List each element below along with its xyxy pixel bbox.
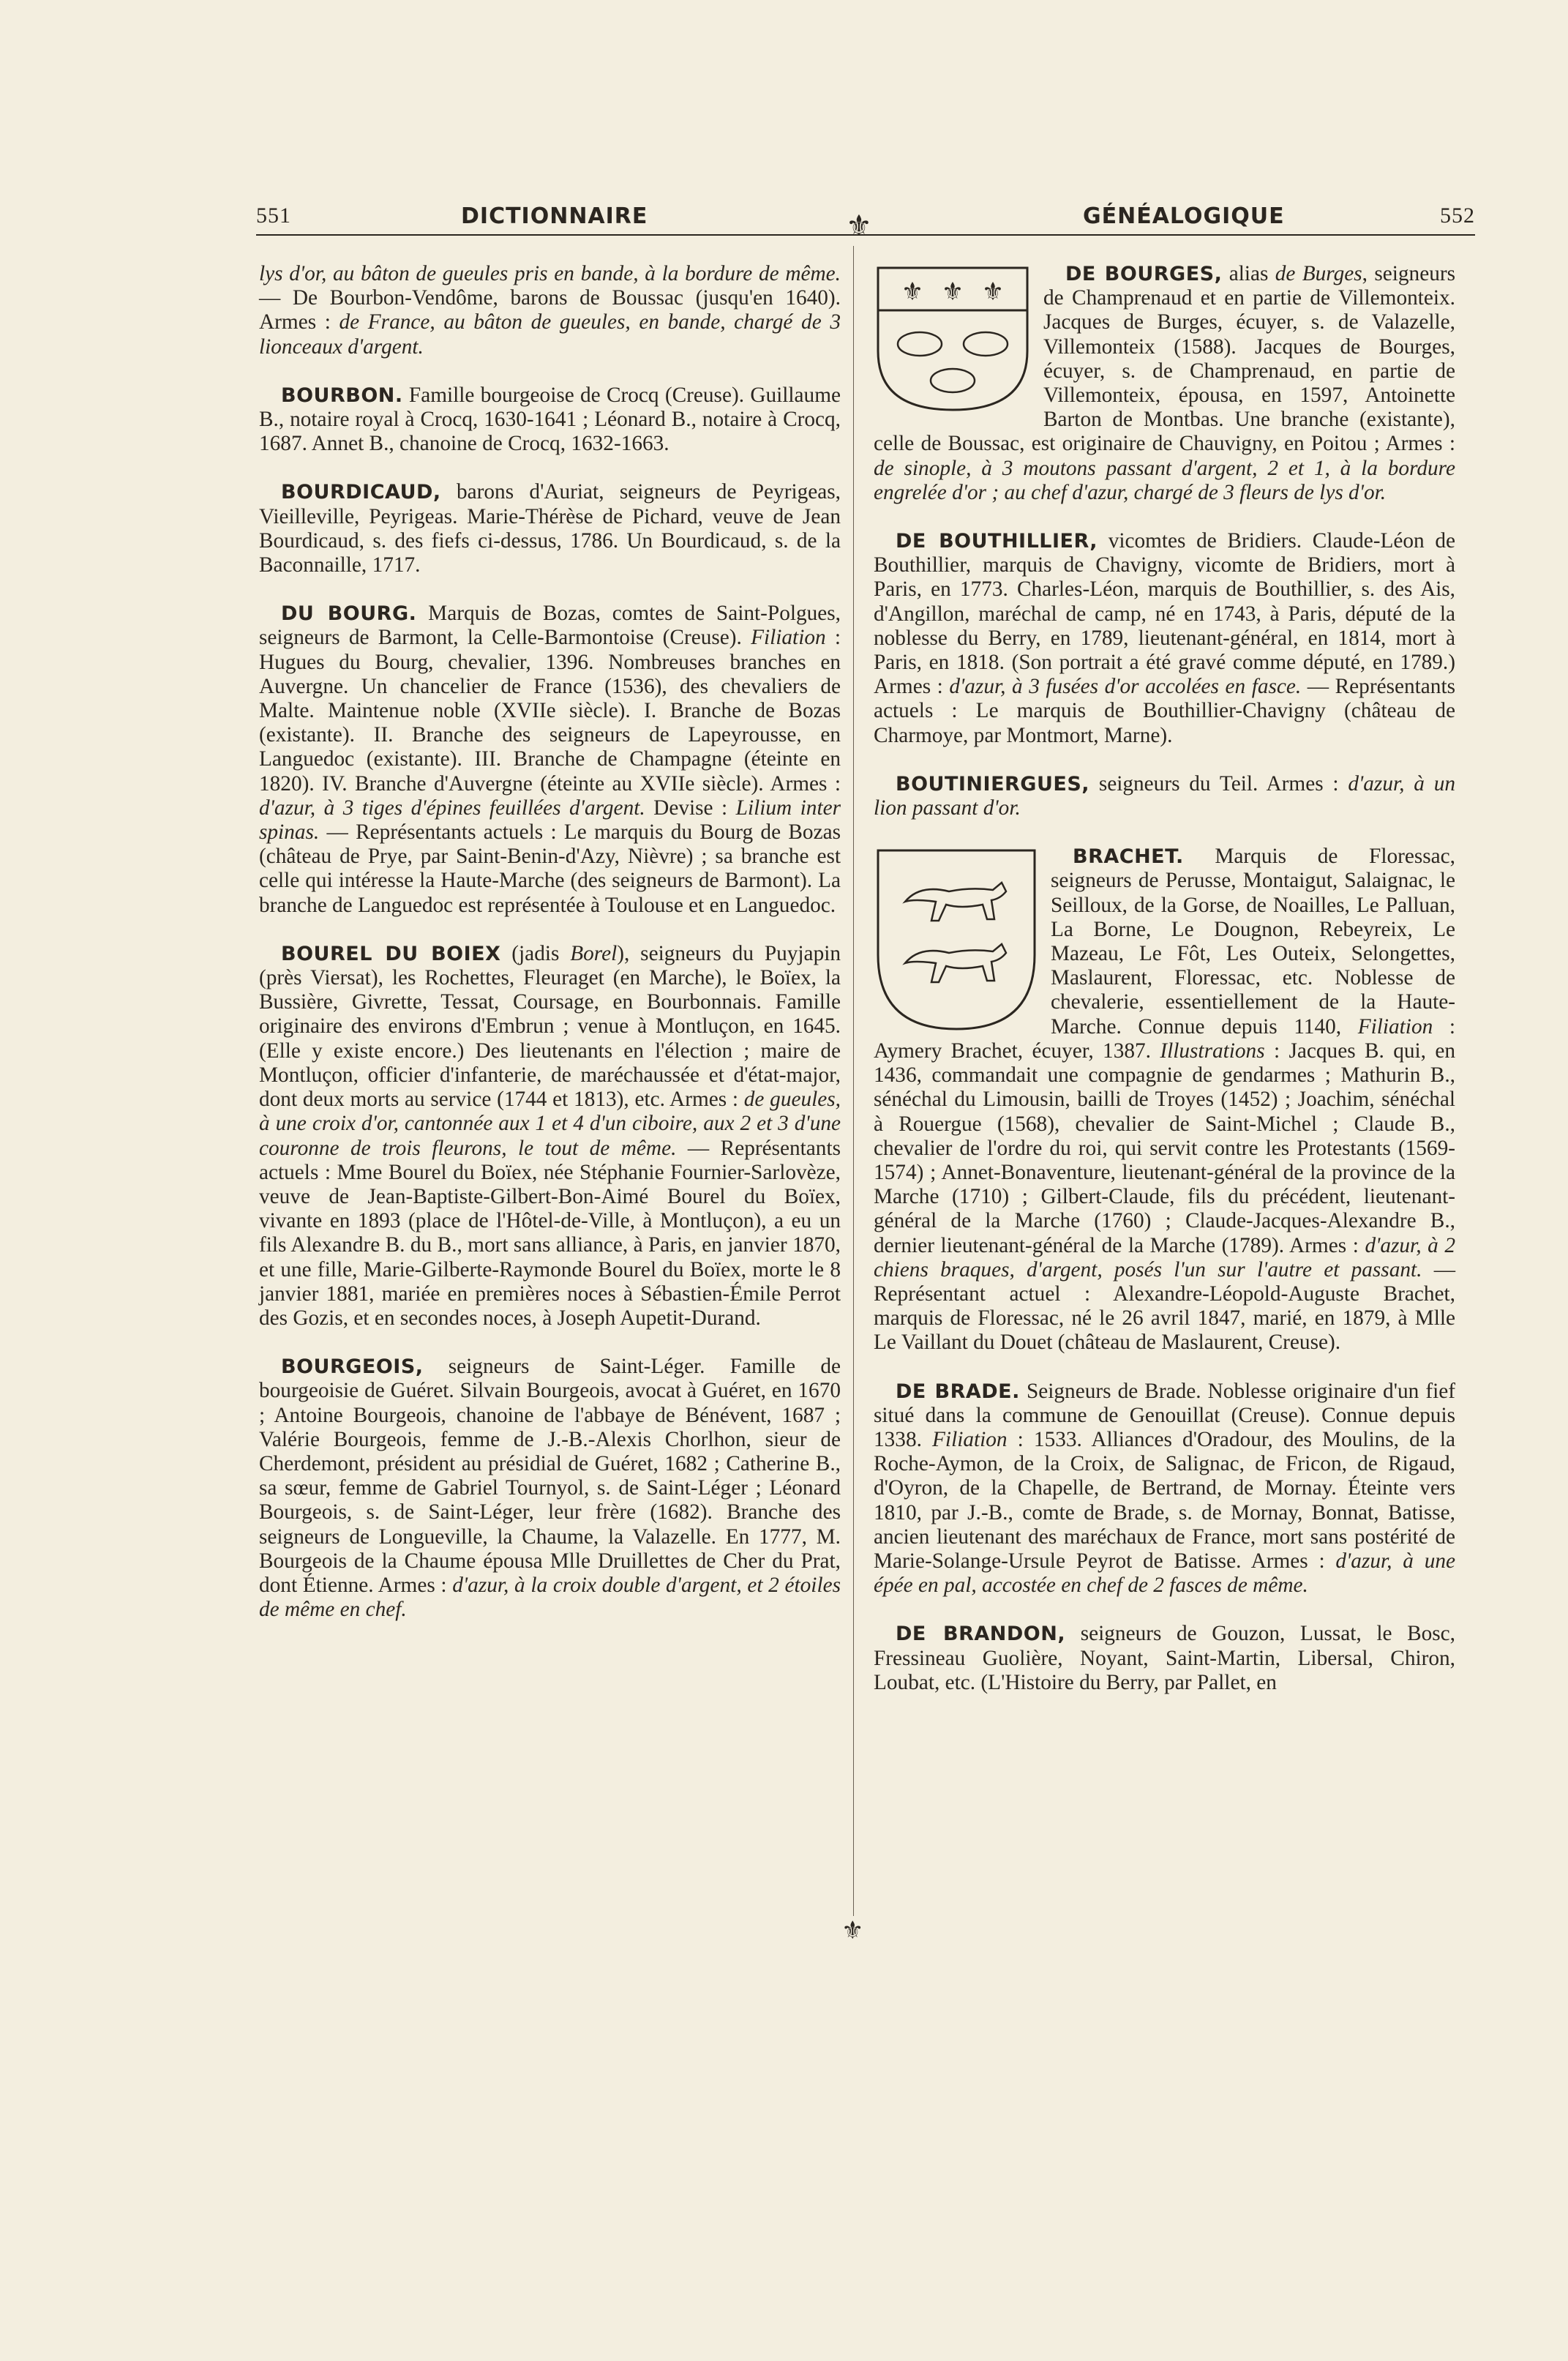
entry-text: ), seigneurs du Puyjapin (près Viersat), les Rochettes, Fleuraget (en Marche), le Boïex, la Bussière, Givrette, Tessat, Coursage, en Bourbonnais. Famille originaire des environs d'Embrun ; venue à Montluçon, en 1645. (Elle y existe encore.) Des lieutenants en l'élection ; maire de Montluçon, officier d'infanterie, de maréchaussée et d'état-major, dont deux morts au service (1744 et 1813), etc. Armes : [259, 941, 841, 1112]
entry-italic-text: Filiation [932, 1427, 1008, 1451]
coat-of-arms-brachet-icon [872, 845, 1040, 1035]
fleur-de-lis-icon: ⚜ [841, 1917, 864, 1945]
entry-text: : Jacques B. qui, en 1436, commandait une compagnie de gendarmes ; Mathurin B., sénéchal du Limousin, bailli de Troyes (1452) ; Joachim, sénéchal à Rouergue (1568), chevalier de Saint-Michel ; Claude B., chevalier de l'ordre du roi, qui servit contre les Protestants (1569-1574) ; Annet-Bonaventure, lieutenant-général de la province de la Marche (1710) ; Gilbert-Claude, fils du précédent, lieutenant-général de la Marche (1760) ; Claude-Jacques-Alexandre B., dernier lieutenant-général de la Marche (1789). Armes : [874, 1039, 1455, 1257]
entry-italic-text: d'azur, à 3 fusées d'or accolées en fasce. [949, 675, 1302, 699]
entry-text: Marquis de Bozas, comtes de Saint-Polgues, seigneurs de Barmont, la Celle-Barmontoise (Creuse). [259, 602, 841, 650]
dictionary-entry [874, 845, 1455, 1355]
dictionary-entry [259, 383, 841, 457]
entry-text: (jadis [500, 941, 571, 965]
entry-text: — Représentants actuels : Mme Bourel du Boïex, née Stéphanie Fournier-Sarlovèze, veuve de Jean-Baptiste-Gilbert-Bon-Aimé Bourel du Boïex, vivante en 1893 (place de l'Hôtel-de-Ville, à Montluçon), a eu un fils Alexandre B. du B., mort sans alliance, à Paris, en janvier 1870, et une fille, Marie-Gilberte-Raymonde Bourel du Boïex, morte le 8 janvier 1881, mariée en premières noces à Sébastien-Émile Perrot des Gozis, et en secondes noces, à Joseph Aupetit-Durand. [259, 1136, 841, 1330]
entry-text: seigneurs de Saint-Léger. Famille de bourgeoisie de Guéret. Silvain Bourgeois, avocat à Guéret, en 1670 ; Antoine Bourgeois, chanoine de l'abbaye de Bénévent, 1687 ; Valérie Bourgeois, femme de J.-B.-Alexis Chorlhon, sieur de Cherdemont, président au présidial de Guéret, 1682 ; Catherine B., sa sœur, femme de Gabriel Tournyol, s. de Saint-Léger ; Léonard Bourgeois, s. de Saint-Léger, leur frère (1682). Branche des seigneurs de Longueville, la Chaume, la Valazelle. En 1777, M. Bourgeois de la Chaume épousa Mlle Druillettes de Cher du Prat, dont Étienne. Armes : [259, 1355, 841, 1597]
entry-headword: DE BRADE. [896, 1380, 1020, 1403]
page-number-right: 552 [1440, 203, 1475, 228]
entry-italic-text: d'azur, à la croix double d'argent, et 2 étoiles de même en chef. [259, 1573, 841, 1622]
entry-headword: BOURGEOIS, [281, 1355, 424, 1379]
entry-text: seigneurs du Teil. Armes : [1089, 771, 1348, 796]
entry-headword: DU BOURG. [281, 602, 417, 626]
entry-text: — De Bourbon-Vendôme, barons de Boussac (jusqu'en 1640). Armes : [259, 286, 841, 334]
entry-italic-text: d'azur, à un lion passant d'or. [874, 771, 1456, 820]
entry-italic-text: Illustrations [1160, 1039, 1265, 1063]
entry-text: barons d'Auriat, seigneurs de Peyrigeas, Vieilleville, Peyrigeas. Marie-Thérèse de Pichard, veuve de Jean Bourdicaud, s. des fiefs ci-dessus, 1786. Un Bourdicaud, s. de la Baconnaille, 1717. [259, 480, 841, 577]
entry-italic-text: de sinople, à 3 moutons passant d'argent, 2 et 1, à la bordure engrelée d'or ; au chef d'azur, chargé de 3 fleurs de lys d'or. [874, 456, 1455, 504]
dictionary-entry [259, 942, 841, 1331]
left-column [259, 262, 841, 1646]
svg-text:⚜: ⚜ [981, 277, 1005, 307]
entry-text: seigneurs de Gouzon, Lussat, le Bosc, Fressineau Guolière, Noyant, Saint-Martin, Libersal, Chiron, Loubat, etc. (L'Histoire du Berry, par Pallet, en [874, 1622, 1455, 1694]
dictionary-entry [874, 1622, 1455, 1695]
entry-italic-text: Filiation [751, 626, 826, 650]
running-title-left: DICTIONNAIRE [461, 203, 648, 229]
fleur-de-lis-icon: ⚜ [846, 209, 872, 242]
entry-italic-text: Filiation [1357, 1014, 1433, 1039]
entry-italic-text: Lilium inter spinas. [259, 796, 841, 845]
dictionary-entry [874, 772, 1455, 820]
entry-headword: BOUTINIERGUES, [896, 772, 1090, 796]
dictionary-entry [874, 529, 1455, 748]
entry-text: alias [1222, 262, 1275, 285]
entry-headword: DE BOUTHILLIER, [896, 530, 1098, 553]
dictionary-entry [874, 262, 1455, 505]
dictionary-entry [259, 1355, 841, 1622]
entry-headword: BOURBON. [281, 383, 403, 407]
entry-headword: DE BRANDON, [896, 1623, 1066, 1646]
entry-text: : Aymery Brachet, écuyer, 1387. [874, 1014, 1456, 1063]
entry-italic-text: d'azur, à 3 tiges d'épines feuillées d'argent. [259, 796, 645, 820]
column-divider [853, 246, 854, 1916]
svg-text:⚜: ⚜ [941, 277, 964, 307]
entry-text: — Représentants actuels : Le marquis du Bourg de Bozas (château de Prye, par Saint-Benin-d'Azy, Nièvre) ; sa branche est celle qui intéresse la Haute-Marche (des seigneurs de Barmont). La branche de Languedoc est représentée à Toulouse et en Languedoc. [259, 820, 841, 917]
coat-of-arms-bourges-icon [872, 262, 1033, 416]
entry-italic-text: d'azur, à 2 chiens braques, d'argent, posés l'un sur l'autre et passant. [874, 1233, 1455, 1281]
entry-italic-text: d'azur, à une épée en pal, accostée en chef de 2 fasces de même. [874, 1549, 1455, 1598]
svg-text:⚜: ⚜ [901, 277, 924, 307]
dictionary-entry [874, 1380, 1455, 1598]
entry-headword: BRACHET. [1073, 845, 1184, 869]
entry-text: : Hugues du Bourg, chevalier, 1396. Nombreuses branches en Auvergne. Un chancelier de France (1536), des chevaliers de Malte. Maintenue noble (XVIIe siècle). I. Branche de Bozas (existante). II. Branche des seigneurs de Lapeyrousse, en Languedoc (existante). III. Branche de Champagne (éteinte en 1820). IV. Branche d'Auvergne (éteinte au XVIIe siècle). Armes : [259, 626, 841, 796]
entry-text: vicomtes de Bridiers. Claude-Léon de Bouthillier, marquis de Chavigny, vicomte de Bridiers, mort à Paris, en 1773. Charles-Léon, marquis de Bouthillier, s. des Ais, d'Angillon, maréchal de camp, né en 1743, à Paris, député de la noblesse du Berry, en 1789, lieutenant-général, en 1814, mort à Paris, en 1818. (Son portrait a été gravé comme député, en 1789.) Armes : [874, 529, 1455, 699]
entry-text: — Représentants actuels : Le marquis de Bouthillier-Chavigny (château de Charmoye, par Montmort, Marne). [874, 675, 1455, 747]
right-column [874, 262, 1455, 1719]
dictionary-entry [259, 262, 841, 359]
entry-text: — Représentant actuel : Alexandre-Léopold-Auguste Brachet, marquis de Floressac, né le 26 avril 1847, marié, en 1879, à Mlle Le Vaillant du Douet (château de Maslaurent, Creuse). [874, 1257, 1455, 1355]
entry-italic-text: de France, au bâton de gueules, en bande, chargé de 3 lionceaux d'argent. [259, 310, 841, 359]
entry-text: Seigneurs de Brade. Noblesse originaire d'un fief situé dans la commune de Genouillat (Creuse). Connue depuis 1338. [874, 1379, 1456, 1451]
entry-headword: BOURDICAUD, [281, 481, 441, 504]
entry-italic-text: de gueules, à une croix d'or, cantonnée aux 1 et 4 d'un ciboire, aux 2 et 3 d'une couronne de trois fleurons, le tout de même. [259, 1088, 841, 1160]
entry-headword: BOUREL DU BOIEX [281, 942, 501, 965]
entry-text: , seigneurs de Champrenaud et en partie de Villemonteix. Jacques de Burges, écuyer, s. de Valazelle, Villemonteix (1588). Jacques de Bourges, écuyer, s. de Champrenaud, en partie de Villemonteix, épousa, en 1597, Antoinette Barton de Montbas. Une branche (existante), celle de Boussac, est originaire de Chauvigny, en Poitou ; Armes : [874, 262, 1455, 456]
entry-text: : 1533. Alliances d'Oradour, des Moulins, de la Roche-Aymon, de la Croix, de Salignac, de Fricon, de Rigaud, d'Oyron, de la Chapelle, de Bertrand, de Mornay. Éteinte vers 1810, par J.-B., comte de Brade, s. de Mornay, Bonnat, Batisse, ancien lieutenant des maréchaux de France, mort sans postérité de Marie-Solange-Ursule Peyrot de Batisse. Armes : [874, 1427, 1456, 1573]
dictionary-entry [259, 602, 841, 918]
entry-headword: DE BOURGES, [1065, 263, 1223, 285]
page-number-left: 551 [256, 203, 291, 228]
entry-italic-text: Borel [570, 941, 618, 965]
entry-italic-text: lys d'or, au bâton de gueules pris en bande, à la bordure de même. [259, 262, 841, 285]
entry-italic-text: de Burges [1275, 262, 1362, 285]
entry-text: Marquis de Floressac, seigneurs de Perusse, Montaigut, Salaignac, le Seilloux, de la Gorse, de Noailles, Le Palluan, La Borne, Le Dougnon, Rebeyreix, Le Mazeau, Le Fôt, Les Outeix, Selongettes, Maslaurent, Floressac, etc. Noblesse de chevalerie, essentiellement de la Haute-Marche. Connue depuis 1140, [1051, 845, 1455, 1039]
running-title-right: GÉNÉALOGIQUE [1083, 203, 1285, 229]
dictionary-entry [259, 480, 841, 577]
entry-text: Devise : [645, 796, 736, 820]
entry-text: Famille bourgeoise de Crocq (Creuse). Guillaume B., notaire royal à Crocq, 1630-1641 ; Léonard B., notaire à Crocq, 1687. Annet B., chanoine de Crocq, 1632-1663. [259, 383, 841, 456]
